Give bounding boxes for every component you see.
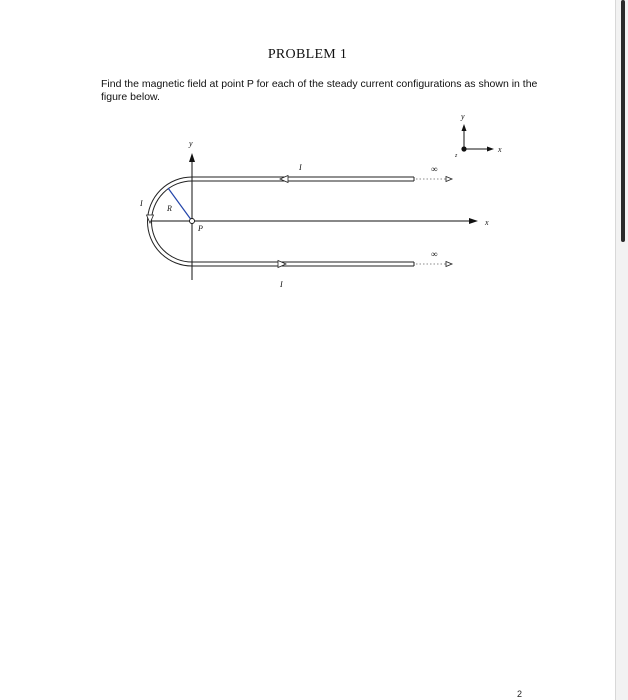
infinity-label-top: ∞: [431, 164, 438, 174]
problem-statement: Find the magnetic field at point P for each of the steady current configurations as shown in the figure below.: [101, 78, 538, 103]
point-p-marker: [190, 219, 195, 224]
problem-title: PROBLEM 1: [267, 47, 348, 62]
current-label-left: I: [140, 199, 143, 208]
triad-x-arrowhead: [487, 147, 494, 152]
triad-z-label: z: [455, 153, 458, 159]
y-axis-arrowhead: [189, 153, 195, 162]
infinity-label-bottom: ∞: [431, 249, 438, 259]
point-p-label: P: [198, 224, 203, 233]
triad-x-label: x: [498, 145, 502, 154]
triad-z-marker: [461, 146, 466, 151]
bottom-wire-infinity-arrowhead: [446, 262, 452, 267]
triad-y-label: y: [461, 112, 465, 121]
x-axis-arrowhead: [469, 218, 478, 224]
x-axis-label: x: [485, 218, 489, 227]
current-label-bottom: I: [280, 280, 283, 289]
current-label-top: I: [299, 163, 302, 172]
y-axis-label: y: [189, 139, 193, 148]
top-wire-infinity-arrowhead: [446, 177, 452, 182]
radius-label: R: [167, 204, 172, 213]
vertical-scrollbar[interactable]: [621, 0, 625, 242]
triad-y-arrowhead: [462, 124, 467, 131]
page-number: 2: [517, 689, 523, 699]
